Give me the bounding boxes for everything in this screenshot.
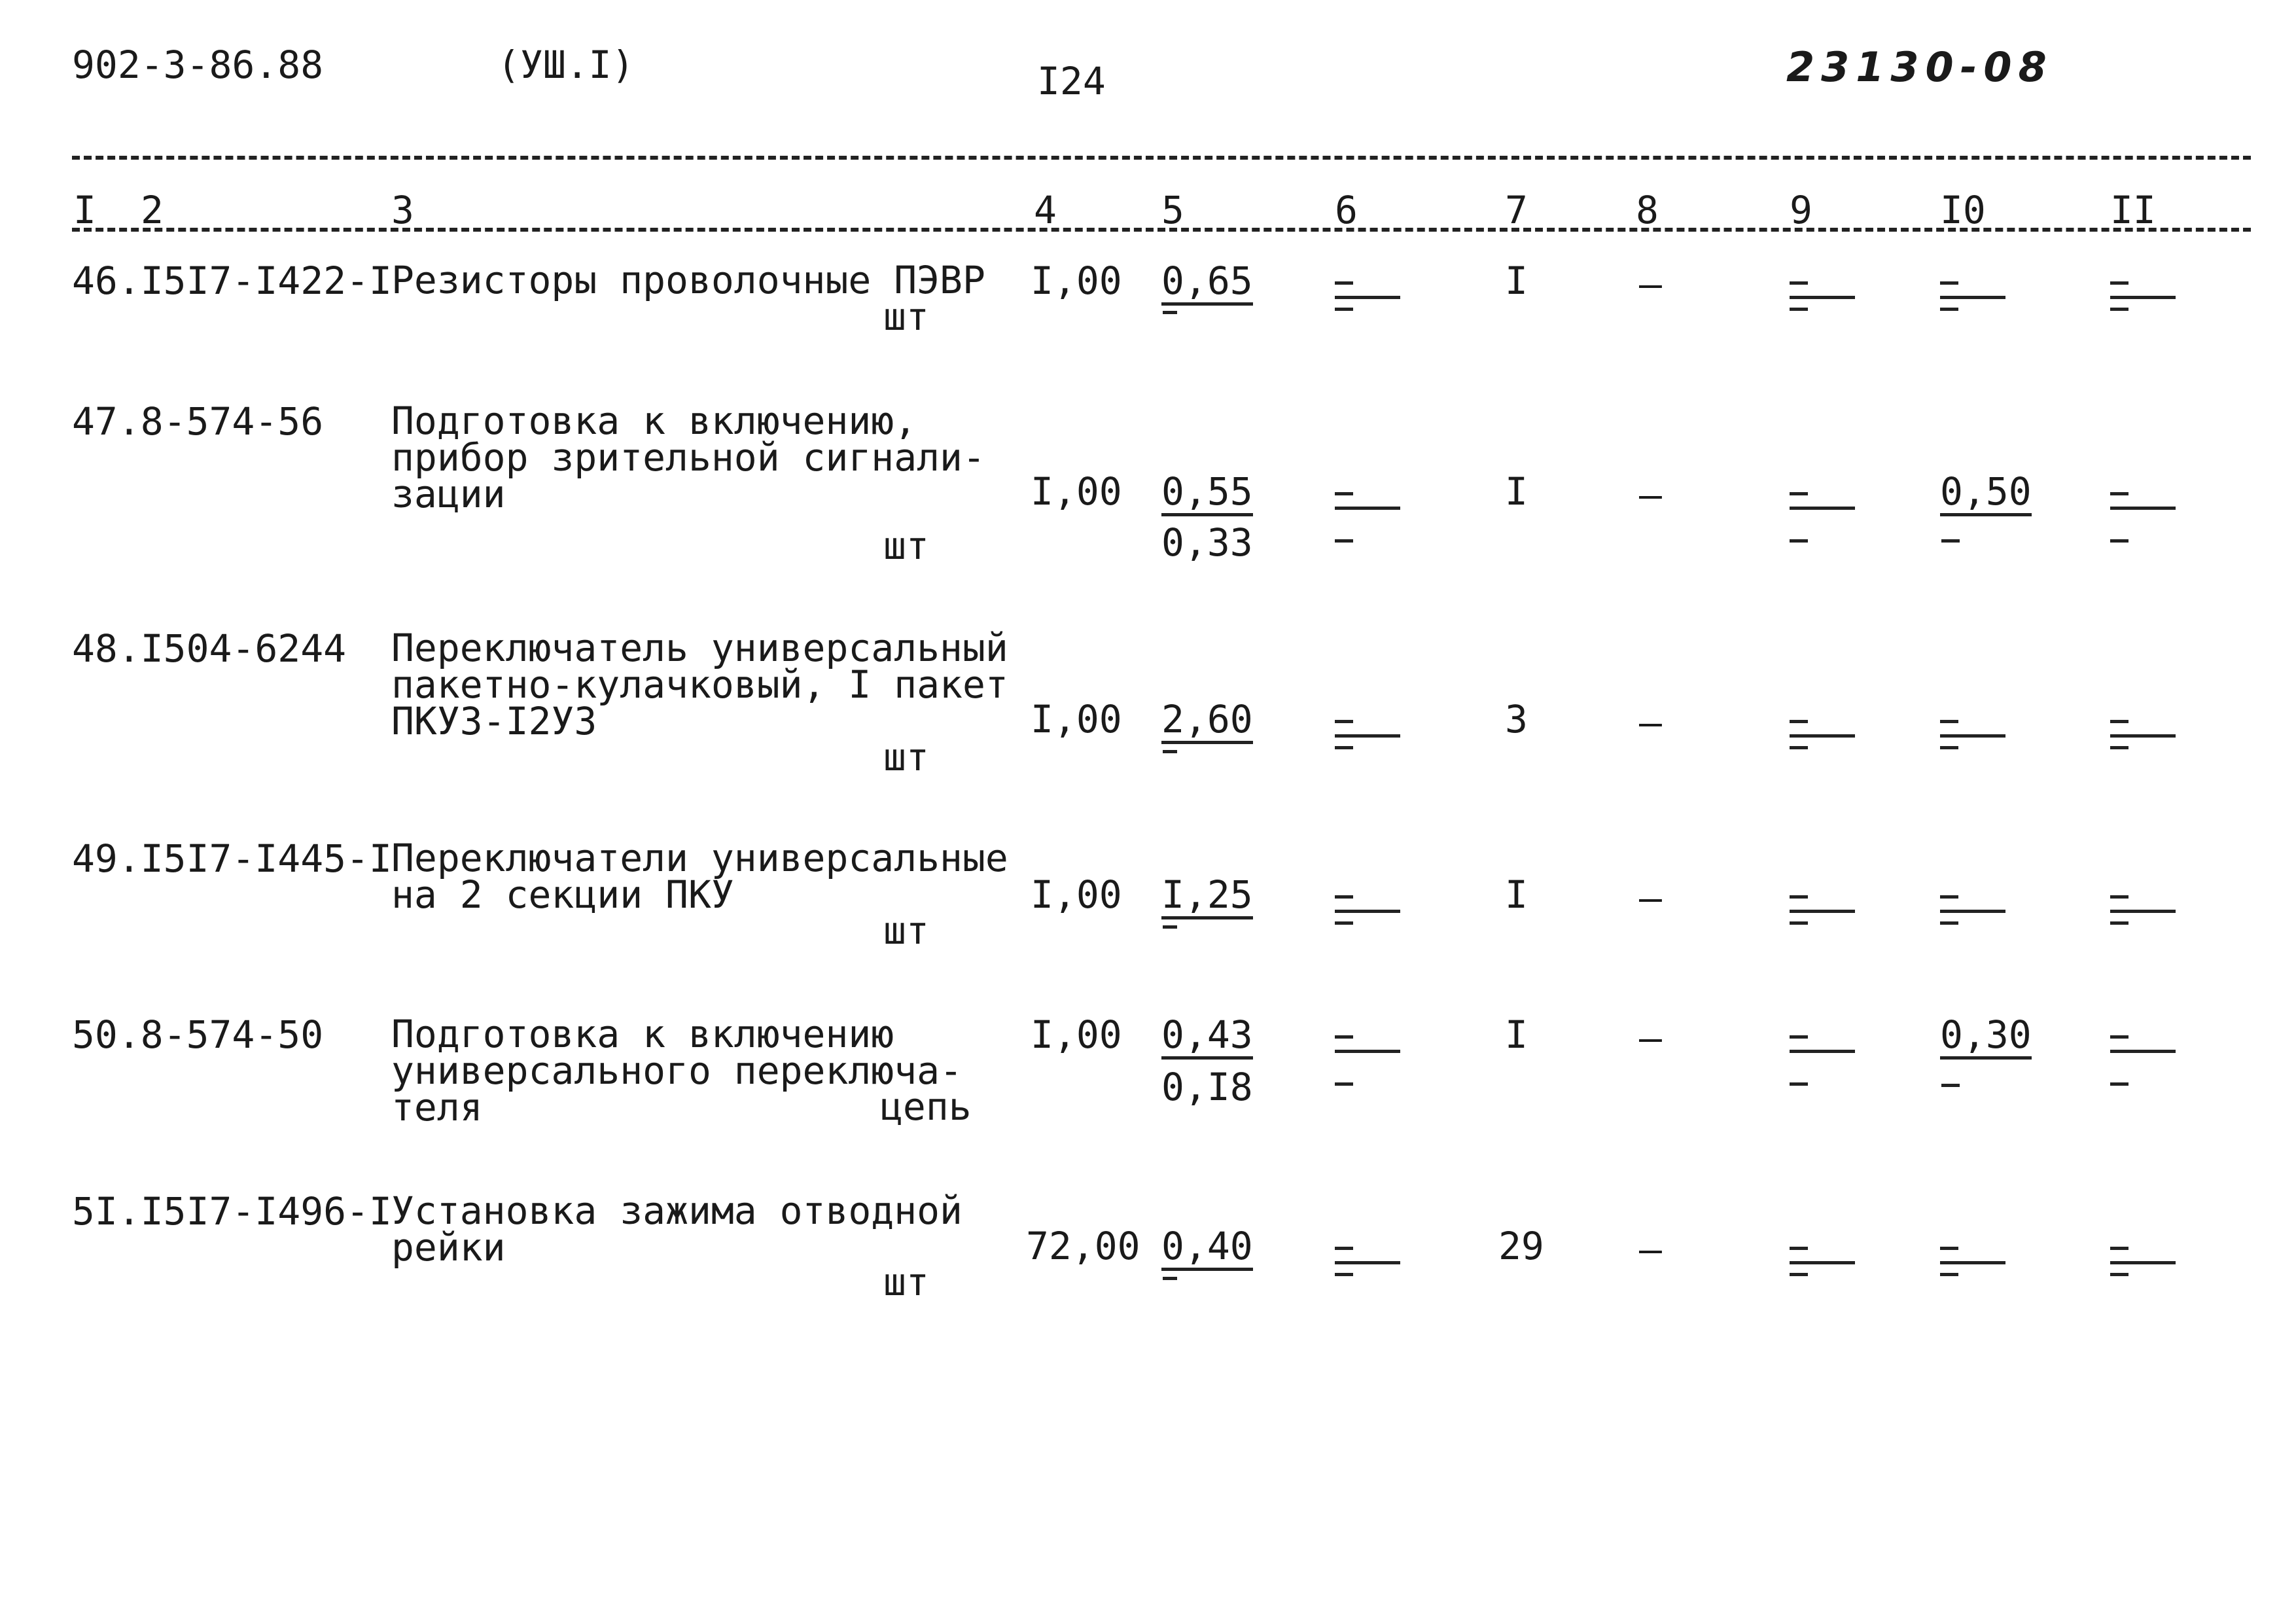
row-value-col5: 0,43 bbox=[1161, 1016, 1253, 1060]
row-description: Резисторы проволочные ПЭВР bbox=[391, 258, 985, 302]
row-code: 46.I5I7-I422-I bbox=[72, 259, 392, 303]
row-value-col5: I,25 bbox=[1161, 876, 1253, 919]
col-header-4: 4 bbox=[1034, 188, 1057, 232]
row-value-col8: – bbox=[1639, 262, 1662, 306]
col-header-1: I bbox=[73, 188, 96, 232]
row-code: 49.I5I7-I445-I bbox=[72, 836, 392, 881]
row-description: Подготовка к включению, прибор зрительной сигнали- зации bbox=[391, 399, 985, 516]
row-value-col10: 0,30 bbox=[1940, 1016, 2032, 1060]
row-value-col5: 2,60 bbox=[1161, 700, 1253, 744]
row-value-col8: – bbox=[1639, 473, 1662, 517]
row-value-col7: I bbox=[1505, 872, 1528, 917]
col-header-7: 7 bbox=[1505, 188, 1528, 232]
row-value-col7: I bbox=[1505, 259, 1528, 303]
row-description: Установка зажима отводной рейки bbox=[391, 1188, 963, 1270]
col-header-10: I0 bbox=[1940, 188, 1986, 232]
page-number: I24 bbox=[1037, 59, 1106, 103]
row-code: 50.8-574-50 bbox=[72, 1012, 324, 1057]
row-value-col7: 3 bbox=[1505, 697, 1528, 741]
row-value-col5: 0,55 bbox=[1161, 473, 1253, 516]
row-description: Переключатели универсальные на 2 секции ПКУ bbox=[391, 836, 1008, 917]
row-unit: шт bbox=[883, 735, 929, 779]
col-header-9: 9 bbox=[1790, 188, 1812, 232]
row-quantity: I,00 bbox=[1031, 469, 1122, 514]
col-header-3: 3 bbox=[391, 188, 414, 232]
row-unit: шт bbox=[883, 908, 929, 953]
row-quantity: I,00 bbox=[1031, 259, 1122, 303]
row-value-col8: – bbox=[1639, 1227, 1662, 1272]
row-value-col7: I bbox=[1505, 1012, 1528, 1057]
col-header-6: 6 bbox=[1335, 188, 1358, 232]
row-quantity: I,00 bbox=[1031, 1012, 1122, 1057]
row-code: 5I.I5I7-I496-I bbox=[72, 1189, 392, 1234]
row-value-col7: 29 bbox=[1498, 1224, 1544, 1268]
row-unit: шт bbox=[883, 524, 929, 568]
row-value-col8: – bbox=[1639, 700, 1662, 745]
row-quantity: I,00 bbox=[1031, 697, 1122, 741]
row-value-col8: – bbox=[1639, 1016, 1662, 1060]
row-description: Переключатель универсальный пакетно-кулачковый, I пакет ПКУЗ-I2УЗ bbox=[391, 626, 1008, 743]
row-value-col5-bottom: 0,I8 bbox=[1161, 1065, 1253, 1109]
document-code: 902-3-86.88 bbox=[72, 43, 324, 87]
row-quantity: I,00 bbox=[1031, 872, 1122, 917]
row-unit: цепь bbox=[880, 1084, 972, 1129]
row-unit: шт bbox=[883, 1260, 929, 1304]
row-value-col5: 0,65 bbox=[1161, 262, 1253, 306]
row-code: 48.I504-6244 bbox=[72, 626, 347, 671]
row-quantity: 72,00 bbox=[1026, 1224, 1140, 1268]
row-code: 47.8-574-56 bbox=[72, 399, 324, 444]
section-label: (УШ.I) bbox=[497, 43, 635, 87]
row-description: Подготовка к включению универсального переключа- теля bbox=[391, 1012, 963, 1130]
col-header-2: 2 bbox=[141, 188, 164, 232]
row-value-col5: 0,40 bbox=[1161, 1227, 1253, 1271]
handwritten-code: 23130-08 bbox=[1786, 43, 2053, 91]
col-header-5: 5 bbox=[1161, 188, 1184, 232]
row-value-col7: I bbox=[1505, 469, 1528, 514]
col-header-11: II bbox=[2110, 188, 2156, 232]
row-value-col8: – bbox=[1639, 876, 1662, 920]
col-header-8: 8 bbox=[1636, 188, 1659, 232]
row-value-col10: 0,50 bbox=[1940, 473, 2032, 516]
top-dashed-rule bbox=[72, 156, 2251, 160]
row-unit: шт bbox=[883, 294, 929, 339]
row-value-col5-bottom: 0,33 bbox=[1161, 520, 1253, 565]
